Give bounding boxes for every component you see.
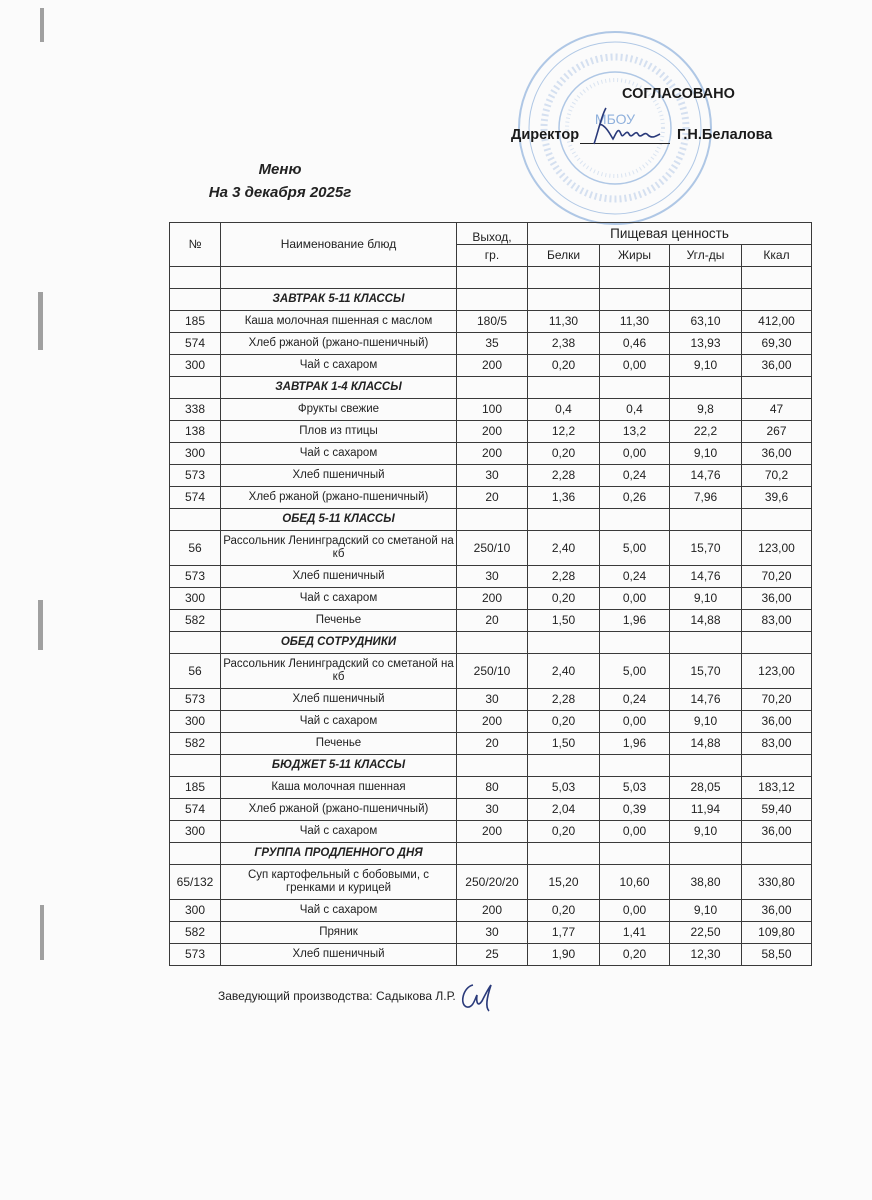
empty-cell (528, 632, 600, 654)
cell-yield: 30 (457, 922, 528, 944)
cell-name: Рассольник Ленинградский со сметаной на кб (221, 654, 457, 689)
empty-cell (670, 632, 742, 654)
cell-fat: 0,00 (600, 711, 670, 733)
empty-cell (600, 289, 670, 311)
cell-kcal: 36,00 (742, 355, 812, 377)
cell-yield: 200 (457, 443, 528, 465)
table-row (170, 799, 812, 821)
cell-protein: 1,50 (528, 733, 600, 755)
empty-cell (528, 509, 600, 531)
cell-carbs: 15,70 (670, 531, 742, 566)
footer-signature-text: Заведующий производства: Садыкова Л.Р. (218, 989, 456, 1003)
cell-carbs: 9,10 (670, 711, 742, 733)
cell-carbs: 9,10 (670, 821, 742, 843)
cell-num: 338 (170, 399, 221, 421)
empty-cell (600, 755, 670, 777)
cell-num: 56 (170, 654, 221, 689)
empty-cell (457, 267, 528, 289)
cell-carbs: 14,88 (670, 733, 742, 755)
cell-kcal: 58,50 (742, 944, 812, 966)
empty-cell (600, 267, 670, 289)
table-row (170, 531, 812, 566)
cell-carbs: 7,96 (670, 487, 742, 509)
cell-fat: 0,24 (600, 566, 670, 588)
header-name: Наименование блюд (221, 223, 457, 267)
cell-fat: 1,96 (600, 610, 670, 632)
cell-yield: 30 (457, 465, 528, 487)
cell-yield: 20 (457, 610, 528, 632)
empty-cell (742, 377, 812, 399)
table-row (170, 610, 812, 632)
cell-yield: 100 (457, 399, 528, 421)
table-row (170, 777, 812, 799)
cell-protein: 1,36 (528, 487, 600, 509)
empty-cell (670, 377, 742, 399)
empty-cell (742, 267, 812, 289)
cell-kcal: 123,00 (742, 531, 812, 566)
cell-yield: 200 (457, 355, 528, 377)
cell-fat: 10,60 (600, 865, 670, 900)
cell-fat: 13,2 (600, 421, 670, 443)
section-row (170, 509, 812, 531)
cell-carbs: 11,94 (670, 799, 742, 821)
cell-name: Хлеб пшеничный (221, 689, 457, 711)
table-row (170, 900, 812, 922)
cell-yield: 200 (457, 900, 528, 922)
section-row (170, 377, 812, 399)
cell-carbs: 22,50 (670, 922, 742, 944)
table-row (170, 654, 812, 689)
cell-carbs: 9,10 (670, 588, 742, 610)
cell-carbs: 13,93 (670, 333, 742, 355)
cell-num: 300 (170, 443, 221, 465)
section-row (170, 632, 812, 654)
header-nutrition: Пищевая ценность (528, 223, 812, 245)
cell-carbs: 14,76 (670, 689, 742, 711)
table-row (170, 711, 812, 733)
section-title: ЗАВТРАК 5-11 КЛАССЫ (221, 289, 457, 311)
header-protein: Белки (528, 245, 600, 267)
cell-kcal: 183,12 (742, 777, 812, 799)
scan-mark (40, 8, 44, 42)
cell-protein: 0,20 (528, 588, 600, 610)
section-title: ОБЕД 5-11 КЛАССЫ (221, 509, 457, 531)
cell-kcal: 47 (742, 399, 812, 421)
cell-carbs: 63,10 (670, 311, 742, 333)
cell-fat: 0,00 (600, 355, 670, 377)
cell-fat: 1,41 (600, 922, 670, 944)
empty-cell (457, 289, 528, 311)
cell-kcal: 123,00 (742, 654, 812, 689)
cell-kcal: 36,00 (742, 711, 812, 733)
cell-name: Чай с сахаром (221, 900, 457, 922)
cell-protein: 0,20 (528, 443, 600, 465)
section-title: ЗАВТРАК 1-4 КЛАССЫ (221, 377, 457, 399)
empty-cell (457, 843, 528, 865)
empty-cell (170, 755, 221, 777)
cell-fat: 11,30 (600, 311, 670, 333)
cell-carbs: 14,76 (670, 566, 742, 588)
cell-protein: 11,30 (528, 311, 600, 333)
cell-yield: 30 (457, 799, 528, 821)
cell-kcal: 70,20 (742, 689, 812, 711)
table-row (170, 922, 812, 944)
empty-cell (528, 843, 600, 865)
section-title: ОБЕД СОТРУДНИКИ (221, 632, 457, 654)
cell-yield: 250/20/20 (457, 865, 528, 900)
cell-num: 574 (170, 333, 221, 355)
menu-table (169, 222, 812, 966)
manager-signature (455, 975, 500, 1015)
table-row (170, 399, 812, 421)
cell-name: Хлеб ржаной (ржано-пшеничный) (221, 799, 457, 821)
cell-yield: 25 (457, 944, 528, 966)
cell-protein: 0,20 (528, 355, 600, 377)
table-row (170, 421, 812, 443)
cell-carbs: 38,80 (670, 865, 742, 900)
cell-yield: 180/5 (457, 311, 528, 333)
cell-name: Хлеб пшеничный (221, 944, 457, 966)
cell-yield: 200 (457, 711, 528, 733)
empty-cell (457, 509, 528, 531)
empty-cell (742, 843, 812, 865)
cell-protein: 0,20 (528, 711, 600, 733)
section-row (170, 755, 812, 777)
cell-fat: 0,00 (600, 821, 670, 843)
table-row (170, 733, 812, 755)
cell-protein: 15,20 (528, 865, 600, 900)
section-title: ГРУППА ПРОДЛЕННОГО ДНЯ (221, 843, 457, 865)
cell-num: 65/132 (170, 865, 221, 900)
empty-cell (670, 843, 742, 865)
cell-name: Чай с сахаром (221, 588, 457, 610)
cell-name: Плов из птицы (221, 421, 457, 443)
header-kcal: Ккал (742, 245, 812, 267)
empty-cell (170, 632, 221, 654)
empty-cell (742, 632, 812, 654)
cell-num: 573 (170, 566, 221, 588)
cell-name: Пряник (221, 922, 457, 944)
table-row (170, 566, 812, 588)
cell-num: 582 (170, 922, 221, 944)
cell-protein: 12,2 (528, 421, 600, 443)
cell-carbs: 9,10 (670, 443, 742, 465)
cell-fat: 0,00 (600, 900, 670, 922)
cell-fat: 5,00 (600, 531, 670, 566)
cell-num: 185 (170, 311, 221, 333)
empty-cell (670, 509, 742, 531)
cell-protein: 5,03 (528, 777, 600, 799)
cell-num: 582 (170, 610, 221, 632)
empty-cell (528, 289, 600, 311)
cell-carbs: 12,30 (670, 944, 742, 966)
table-row (170, 465, 812, 487)
cell-yield: 200 (457, 421, 528, 443)
header-carbs: Угл-ды (670, 245, 742, 267)
header-yield-top: Выход, (457, 223, 528, 245)
cell-yield: 80 (457, 777, 528, 799)
cell-name: Каша молочная пшенная с маслом (221, 311, 457, 333)
cell-kcal: 36,00 (742, 443, 812, 465)
empty-cell (221, 267, 457, 289)
cell-kcal: 36,00 (742, 588, 812, 610)
cell-name: Хлеб пшеничный (221, 465, 457, 487)
empty-cell (670, 755, 742, 777)
table-row (170, 865, 812, 900)
empty-cell (170, 843, 221, 865)
cell-protein: 1,90 (528, 944, 600, 966)
empty-cell (170, 377, 221, 399)
cell-yield: 20 (457, 733, 528, 755)
cell-name: Чай с сахаром (221, 821, 457, 843)
cell-num: 185 (170, 777, 221, 799)
cell-num: 300 (170, 900, 221, 922)
cell-protein: 2,28 (528, 566, 600, 588)
cell-num: 573 (170, 465, 221, 487)
cell-fat: 0,00 (600, 588, 670, 610)
cell-name: Хлеб ржаной (ржано-пшеничный) (221, 333, 457, 355)
cell-fat: 0,20 (600, 944, 670, 966)
cell-kcal: 70,20 (742, 566, 812, 588)
empty-cell (742, 509, 812, 531)
cell-fat: 0,39 (600, 799, 670, 821)
empty-cell (742, 755, 812, 777)
cell-kcal: 412,00 (742, 311, 812, 333)
cell-num: 300 (170, 711, 221, 733)
cell-yield: 200 (457, 588, 528, 610)
cell-num: 573 (170, 689, 221, 711)
section-title: БЮДЖЕТ 5-11 КЛАССЫ (221, 755, 457, 777)
cell-name: Чай с сахаром (221, 711, 457, 733)
empty-cell (170, 267, 221, 289)
cell-num: 573 (170, 944, 221, 966)
cell-fat: 1,96 (600, 733, 670, 755)
menu-date: На 3 декабря 2025г (208, 184, 352, 201)
empty-cell (528, 755, 600, 777)
cell-carbs: 22,2 (670, 421, 742, 443)
cell-name: Суп картофельный с бобовыми, с гренками и курицей (221, 865, 457, 900)
cell-kcal: 70,2 (742, 465, 812, 487)
cell-fat: 0,24 (600, 465, 670, 487)
cell-protein: 1,77 (528, 922, 600, 944)
empty-cell (670, 267, 742, 289)
director-signature (580, 104, 675, 148)
cell-yield: 250/10 (457, 531, 528, 566)
header-fat: Жиры (600, 245, 670, 267)
cell-name: Хлеб пшеничный (221, 566, 457, 588)
table-row (170, 689, 812, 711)
cell-protein: 2,28 (528, 465, 600, 487)
cell-name: Печенье (221, 733, 457, 755)
scan-mark (40, 905, 44, 960)
scan-mark (38, 600, 43, 650)
empty-cell (457, 632, 528, 654)
table-row (170, 443, 812, 465)
cell-kcal: 69,30 (742, 333, 812, 355)
cell-kcal: 36,00 (742, 821, 812, 843)
empty-cell (457, 377, 528, 399)
cell-kcal: 267 (742, 421, 812, 443)
cell-name: Фрукты свежие (221, 399, 457, 421)
cell-name: Чай с сахаром (221, 443, 457, 465)
cell-num: 574 (170, 799, 221, 821)
cell-num: 582 (170, 733, 221, 755)
table-row (170, 944, 812, 966)
cell-protein: 0,20 (528, 900, 600, 922)
cell-protein: 2,38 (528, 333, 600, 355)
cell-num: 300 (170, 355, 221, 377)
cell-name: Каша молочная пшенная (221, 777, 457, 799)
table-row (170, 487, 812, 509)
cell-fat: 0,26 (600, 487, 670, 509)
empty-cell (600, 509, 670, 531)
cell-kcal: 59,40 (742, 799, 812, 821)
cell-fat: 0,46 (600, 333, 670, 355)
cell-fat: 0,00 (600, 443, 670, 465)
section-row (170, 843, 812, 865)
cell-name: Чай с сахаром (221, 355, 457, 377)
cell-fat: 5,00 (600, 654, 670, 689)
cell-num: 138 (170, 421, 221, 443)
header-num: № (170, 223, 221, 267)
table-row (170, 333, 812, 355)
director-name: Г.Н.Белалова (677, 127, 773, 143)
table-row (170, 355, 812, 377)
cell-fat: 0,4 (600, 399, 670, 421)
cell-kcal: 330,80 (742, 865, 812, 900)
cell-name: Хлеб ржаной (ржано-пшеничный) (221, 487, 457, 509)
empty-cell (670, 289, 742, 311)
cell-name: Печенье (221, 610, 457, 632)
cell-fat: 0,24 (600, 689, 670, 711)
cell-num: 300 (170, 588, 221, 610)
empty-cell (600, 843, 670, 865)
cell-protein: 2,28 (528, 689, 600, 711)
cell-yield: 200 (457, 821, 528, 843)
cell-protein: 1,50 (528, 610, 600, 632)
cell-protein: 2,40 (528, 654, 600, 689)
empty-cell (170, 289, 221, 311)
empty-cell (528, 377, 600, 399)
scan-mark (38, 292, 43, 350)
cell-yield: 20 (457, 487, 528, 509)
cell-fat: 5,03 (600, 777, 670, 799)
cell-yield: 250/10 (457, 654, 528, 689)
cell-yield: 35 (457, 333, 528, 355)
cell-num: 574 (170, 487, 221, 509)
cell-carbs: 14,88 (670, 610, 742, 632)
empty-cell (742, 289, 812, 311)
cell-num: 300 (170, 821, 221, 843)
table-row (170, 821, 812, 843)
cell-num: 56 (170, 531, 221, 566)
table-row (170, 311, 812, 333)
table-row (170, 588, 812, 610)
cell-name: Рассольник Ленинградский со сметаной на кб (221, 531, 457, 566)
cell-carbs: 9,8 (670, 399, 742, 421)
page-title: Меню (258, 161, 302, 178)
empty-cell (457, 755, 528, 777)
stamp-abbr: МБОУ (594, 111, 636, 127)
empty-cell (170, 509, 221, 531)
cell-carbs: 15,70 (670, 654, 742, 689)
cell-carbs: 9,10 (670, 900, 742, 922)
cell-kcal: 109,80 (742, 922, 812, 944)
cell-protein: 2,40 (528, 531, 600, 566)
cell-yield: 30 (457, 566, 528, 588)
cell-carbs: 14,76 (670, 465, 742, 487)
cell-kcal: 39,6 (742, 487, 812, 509)
empty-cell (528, 267, 600, 289)
director-label: Директор (511, 127, 580, 143)
section-row (170, 289, 812, 311)
empty-cell (600, 377, 670, 399)
cell-kcal: 83,00 (742, 733, 812, 755)
cell-yield: 30 (457, 689, 528, 711)
cell-carbs: 9,10 (670, 355, 742, 377)
cell-kcal: 36,00 (742, 900, 812, 922)
cell-kcal: 83,00 (742, 610, 812, 632)
empty-cell (600, 632, 670, 654)
cell-protein: 0,4 (528, 399, 600, 421)
header-yield-bottom: гр. (457, 245, 528, 267)
cell-protein: 0,20 (528, 821, 600, 843)
spacer-row (170, 267, 812, 289)
approval-heading: СОГЛАСОВАНО (622, 86, 735, 102)
cell-protein: 2,04 (528, 799, 600, 821)
cell-carbs: 28,05 (670, 777, 742, 799)
